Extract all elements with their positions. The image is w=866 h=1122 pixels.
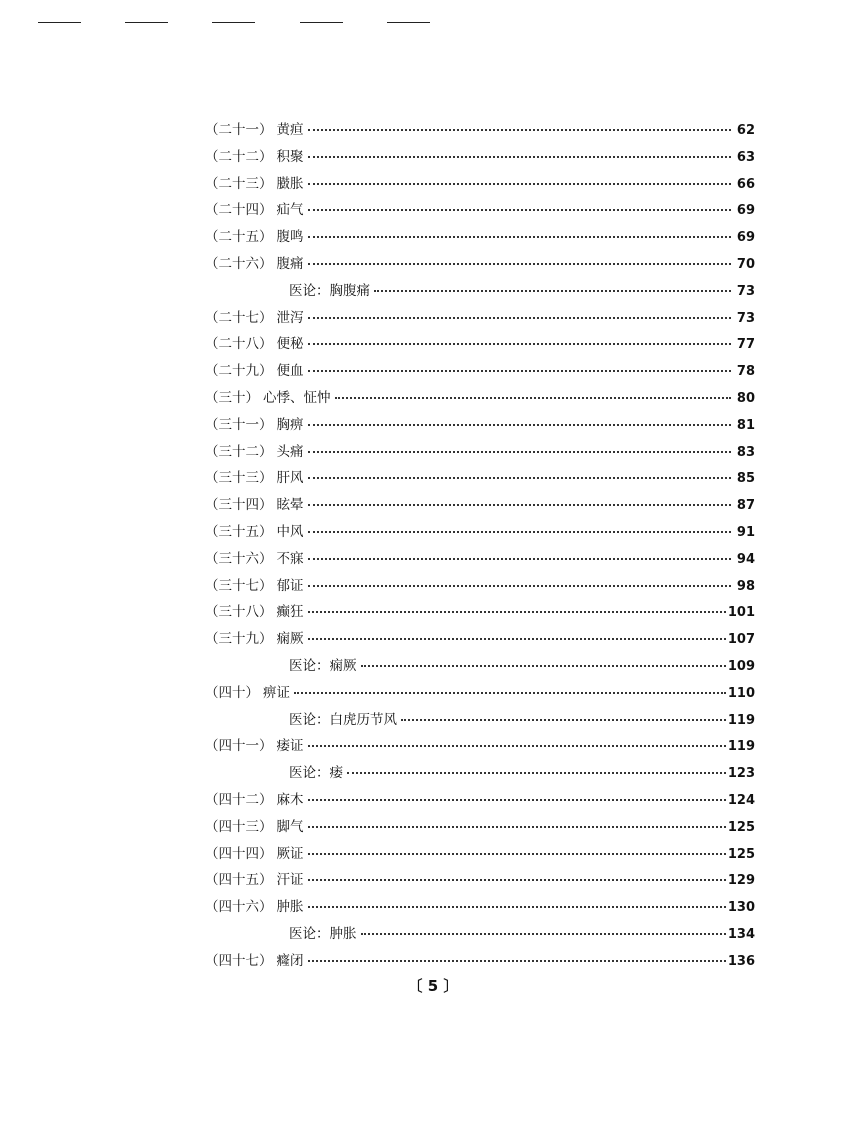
entry-page: 130 [727,900,755,916]
entry-number: （三十） [205,389,259,406]
table-of-contents [205,118,755,976]
dot-leader [308,236,732,238]
entry-page: 70 [736,256,755,272]
entry-title: 积聚 [276,148,304,165]
header-rule [38,22,81,23]
entry-title: 医论：白虎历节风 [289,711,397,728]
entry-number: （二十四） [205,202,273,219]
dot-leader [308,424,732,426]
entry-number: （四十一） [205,738,273,755]
entry-number: （四十六） [205,899,273,916]
page-number: 〔 5 〕 [407,977,459,995]
entry-page: 119 [727,712,755,728]
toc-entry[interactable] [205,359,755,386]
toc-entry[interactable] [205,332,755,359]
entry-page: 136 [727,953,755,969]
entry-number: （三十五） [205,523,273,540]
entry-title: 腹鸣 [276,229,304,246]
entry-page: 83 [736,444,755,460]
entry-page: 81 [736,417,755,433]
dot-leader [374,290,731,292]
entry-title: 癫狂 [276,604,304,621]
entry-title: 泄泻 [276,309,304,326]
entry-title: 癃闭 [276,952,304,969]
entry-page: 85 [736,471,755,487]
entry-number: （二十八） [205,336,273,353]
toc-entry[interactable] [205,520,755,547]
entry-page: 119 [727,739,755,755]
dot-leader [308,477,732,479]
toc-entry[interactable] [205,172,755,199]
entry-title: 郁证 [276,577,304,594]
entry-page: 134 [727,926,755,942]
entry-page: 110 [727,685,755,701]
entry-page: 73 [736,310,755,326]
header-rule [387,22,430,23]
header-rule [125,22,168,23]
header-rule [300,22,343,23]
dot-leader [308,451,732,453]
entry-number: （二十五） [205,229,273,246]
toc-entry[interactable] [205,118,755,145]
entry-title: 痫厥 [276,631,304,648]
toc-entry[interactable] [205,493,755,520]
entry-page: 94 [736,551,755,567]
toc-entry[interactable] [205,547,755,574]
entry-number: （四十四） [205,845,273,862]
dot-leader [335,397,732,399]
entry-title: 不寐 [276,550,304,567]
entry-number: （三十一） [205,416,273,433]
toc-entry[interactable] [205,306,755,333]
toc-entry[interactable] [205,386,755,413]
toc-subentry[interactable] [205,922,755,949]
dot-leader [308,638,726,640]
entry-number: （二十一） [205,122,273,138]
entry-title: 痿证 [276,738,304,755]
toc-entry[interactable] [205,895,755,922]
entry-title: 腹痛 [276,255,304,272]
dot-leader [308,826,726,828]
entry-title: 便血 [276,363,304,380]
entry-number: （三十四） [205,497,273,514]
toc-subentry[interactable] [205,708,755,735]
entry-page: 66 [736,176,755,192]
dot-leader [308,799,726,801]
entry-number: （二十三） [205,175,273,192]
entry-page: 69 [736,203,755,219]
toc-entry[interactable] [205,842,755,869]
entry-number: （三十八） [205,604,273,621]
entry-title: 医论：痿 [289,765,343,782]
entry-page: 69 [736,230,755,246]
entry-number: （四十三） [205,818,273,835]
entry-title: 肝风 [276,470,304,487]
entry-title: 便秘 [276,336,304,353]
entry-number: （三十七） [205,577,273,594]
dot-leader [308,853,726,855]
toc-entry[interactable] [205,574,755,601]
entry-number: （二十九） [205,363,273,380]
entry-title: 心悸、怔忡 [263,389,331,406]
entry-number: （四十二） [205,791,273,808]
dot-leader [308,183,732,185]
entry-page: 87 [736,498,755,514]
entry-number: （四十五） [205,872,273,889]
entry-page: 63 [736,149,755,165]
entry-page: 107 [727,632,755,648]
entry-number: （三十六） [205,550,273,567]
entry-page: 91 [736,524,755,540]
entry-number: （三十二） [205,443,273,460]
dot-leader [308,585,732,587]
entry-page: 125 [727,819,755,835]
dot-leader [308,343,732,345]
toc-entry[interactable] [205,681,755,708]
entry-title: 痹证 [263,684,290,701]
entry-page: 109 [727,658,755,674]
dot-leader [308,370,732,372]
toc-entry[interactable] [205,734,755,761]
entry-number: （三十九） [205,631,273,648]
entry-number: （四十） [205,684,259,701]
toc-entry[interactable] [205,600,755,627]
entry-title: 胸痹 [276,416,304,433]
dot-leader [308,504,732,506]
entry-page: 62 [736,123,755,138]
entry-page: 98 [736,578,755,594]
toc-entry[interactable] [205,145,755,172]
entry-title: 医论：肿胀 [289,925,357,942]
entry-title: 头痛 [276,443,304,460]
entry-page: 124 [727,792,755,808]
dot-leader [308,558,732,560]
dot-leader [308,960,726,962]
dot-leader [361,665,726,667]
dot-leader [308,531,732,533]
dot-leader [401,719,726,721]
entry-title: 中风 [276,523,304,540]
entry-number: （二十六） [205,255,273,272]
dot-leader [308,745,726,747]
dot-leader [294,692,726,694]
dot-leader [308,156,732,158]
entry-page: 73 [736,283,755,299]
header-rule [212,22,255,23]
entry-title: 医论：痫厥 [289,657,357,674]
entry-page: 129 [727,873,755,889]
entry-page: 123 [727,766,755,782]
entry-title: 医论：胸腹痛 [289,282,370,299]
toc-entry[interactable] [205,225,755,252]
toc-subentry[interactable] [205,654,755,681]
entry-page: 77 [736,337,755,353]
entry-title: 臌胀 [276,175,304,192]
toc-entry[interactable] [205,198,755,225]
toc-entry[interactable] [205,868,755,895]
entry-page: 78 [736,364,755,380]
entry-title: 汗证 [276,872,304,889]
toc-entry[interactable] [205,252,755,279]
entry-title: 疝气 [276,202,304,219]
entry-title: 厥证 [276,845,304,862]
dot-leader [308,209,732,211]
entry-page: 80 [736,390,755,406]
toc-subentry[interactable] [205,279,755,306]
dot-leader [308,263,732,265]
dot-leader [308,906,726,908]
toc-entry[interactable] [205,627,755,654]
entry-number: （二十七） [205,309,273,326]
toc-subentry[interactable] [205,761,755,788]
dot-leader [308,129,732,131]
entry-title: 黄疸 [276,122,304,138]
dot-leader [361,933,726,935]
entry-page: 101 [727,605,755,621]
dot-leader [308,879,726,881]
dot-leader [308,317,732,319]
toc-entry[interactable] [205,466,755,493]
entry-number: （三十三） [205,470,273,487]
toc-entry[interactable] [205,788,755,815]
toc-entry[interactable] [205,815,755,842]
dot-leader [308,611,726,613]
entry-page: 125 [727,846,755,862]
toc-entry[interactable] [205,413,755,440]
entry-number: （四十七） [205,952,273,969]
entry-title: 眩晕 [276,497,304,514]
entry-number: （二十二） [205,148,273,165]
toc-entry[interactable] [205,440,755,467]
entry-title: 脚气 [276,818,304,835]
toc-entry[interactable] [205,949,755,976]
entry-title: 麻木 [276,791,304,808]
dot-leader [347,772,726,774]
entry-title: 肿胀 [276,899,304,916]
